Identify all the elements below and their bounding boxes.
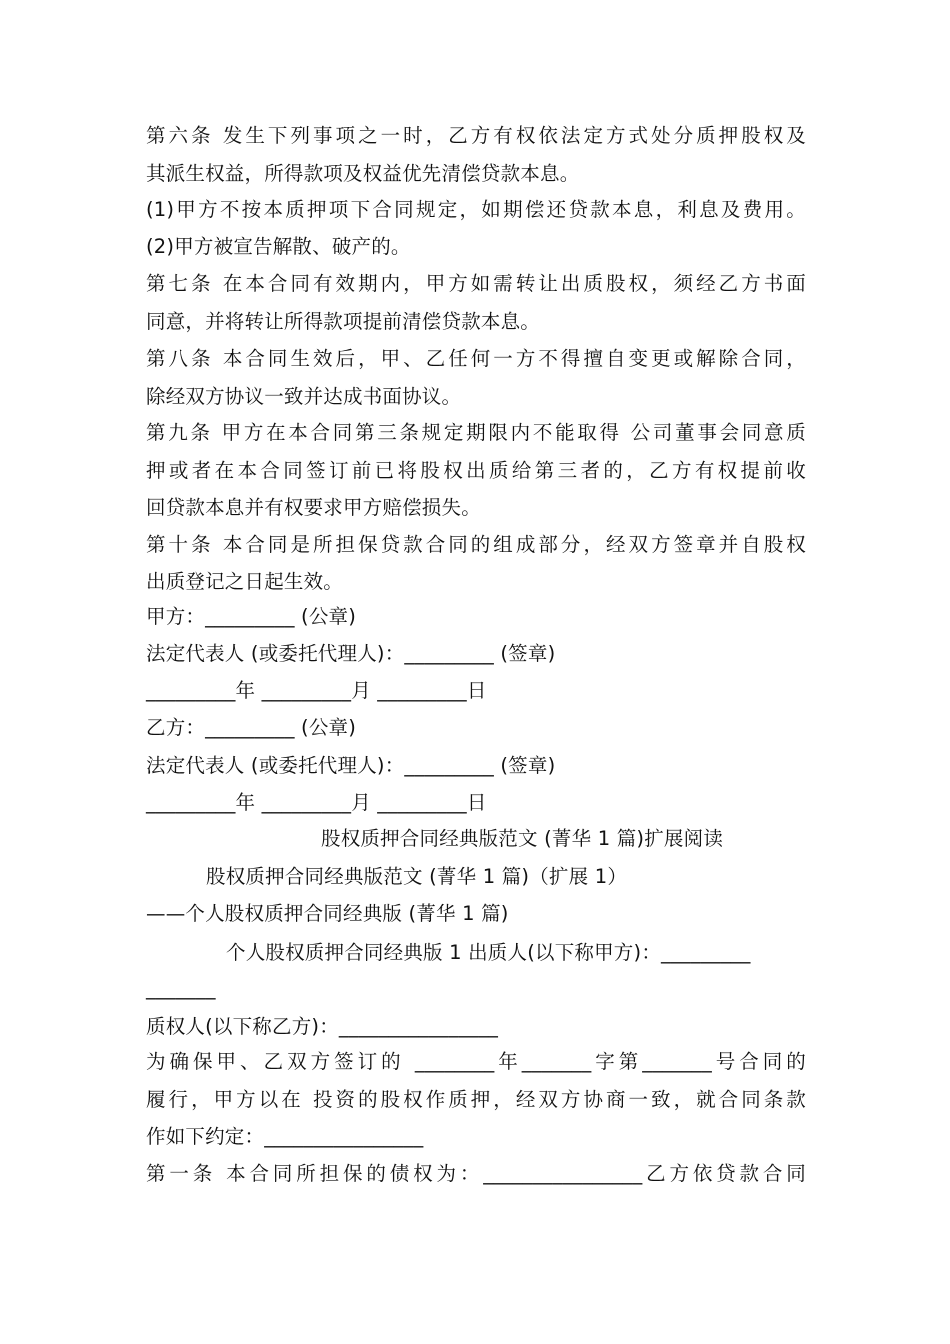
- article-6-line-1: 第六条 发生下列事项之一时，乙方有权依法定方式处分质押股权及: [146, 124, 806, 147]
- article-9-line-2: 押或者在本合同签订前已将股权出质给第三者的，乙方有权提前收: [146, 459, 806, 482]
- pledgor-line-continued: _______: [146, 977, 216, 1000]
- preamble-line-3: 作如下约定：________________: [146, 1125, 424, 1148]
- article-10-line-1: 第十条 本合同是所担保贷款合同的组成部分，经双方签章并自股权: [146, 533, 806, 556]
- article-8-line-2: 除经双方协议一致并达成书面协议。: [146, 385, 462, 408]
- party-b-date-line: _________年 _________月 _________日: [146, 791, 487, 814]
- party-b-seal-line: 乙方：_________ (公章): [146, 716, 357, 739]
- pledgee-line: 质权人(以下称乙方)：________________: [146, 1015, 499, 1038]
- article-1-line-1: 第一条 本合同所担保的债权为：________________乙方依贷款合同: [146, 1162, 806, 1185]
- preamble-line-1: 为确保甲、乙双方签订的 ________年_______字第_______号合同的: [146, 1050, 806, 1073]
- pledgor-line: 个人股权质押合同经典版 1 出质人(以下称甲方)：_________: [226, 941, 751, 964]
- preamble-line-2: 履行，甲方以在 投资的股权作质押，经双方协商一致，就合同条款: [146, 1088, 806, 1111]
- article-6-item-2: (2)甲方被宣告解散、破产的。: [146, 235, 411, 258]
- party-a-representative-line: 法定代表人 (或委托代理人)：_________ (签章): [146, 642, 556, 665]
- party-b-representative-line: 法定代表人 (或委托代理人)：_________ (签章): [146, 754, 556, 777]
- article-9-line-1: 第九条 甲方在本合同第三条规定期限内不能取得 公司董事会同意质: [146, 421, 806, 444]
- article-9-line-3: 回贷款本息并有权要求甲方赔偿损失。: [146, 496, 481, 519]
- article-6-item-1: (1)甲方不按本质押项下合同规定，如期偿还贷款本息，利息及费用。: [146, 198, 806, 221]
- party-a-seal-line: 甲方：_________ (公章): [146, 605, 357, 628]
- extended-reading-subheading: 股权质押合同经典版范文 (菁华 1 篇)（扩展 1）: [206, 865, 628, 888]
- party-a-date-line: _________年 _________月 _________日: [146, 679, 487, 702]
- article-10-line-2: 出质登记之日起生效。: [146, 570, 344, 593]
- personal-contract-title: ——个人股权质押合同经典版 (菁华 1 篇): [146, 902, 509, 925]
- article-8-line-1: 第八条 本合同生效后，甲、乙任何一方不得擅自变更或解除合同，: [146, 347, 806, 370]
- article-7-line-2: 同意，并将转让所得款项提前清偿贷款本息。: [146, 310, 541, 333]
- article-6-line-2: 其派生权益，所得款项及权益优先清偿贷款本息。: [146, 162, 580, 185]
- extended-reading-heading: 股权质押合同经典版范文 (菁华 1 篇)扩展阅读: [321, 827, 724, 850]
- article-7-line-1: 第七条 在本合同有效期内，甲方如需转让出质股权，须经乙方书面: [146, 272, 806, 295]
